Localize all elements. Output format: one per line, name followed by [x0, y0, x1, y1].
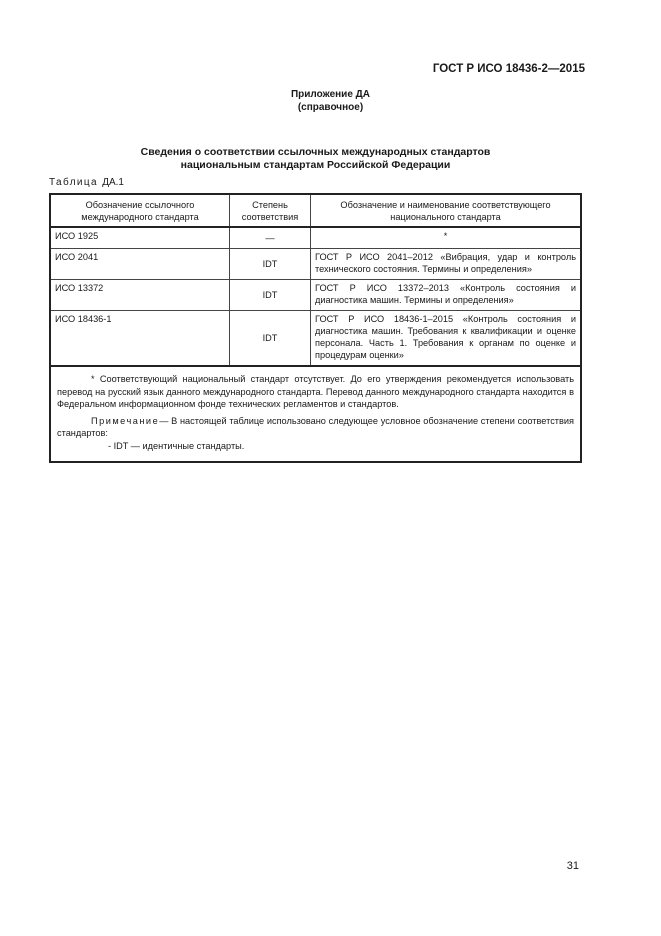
cell-reference: ИСО 18436-1 [50, 311, 230, 367]
column-header-reference: Обозначение ссылочного международного стандарта [50, 194, 230, 227]
section-title-line2: национальным стандартам Российской Федерации [180, 159, 451, 171]
cell-national: ГОСТ Р ИСО 13372–2013 «Контроль состояния и диагностика машин. Термины и определения» [311, 280, 582, 311]
cell-reference: ИСО 2041 [50, 249, 230, 280]
section-title-line1: Сведения о соответствии ссылочных международных стандартов [140, 146, 491, 158]
section-title [0, 146, 631, 172]
table-footer [50, 366, 581, 462]
appendix-subtitle: (справочное) [297, 102, 364, 113]
cell-reference: ИСО 13372 [50, 280, 230, 311]
table-caption-number: ДА.1 [102, 177, 124, 188]
note-text: — В настоящей таблице использовано следующее условное обозначение степени соответствия стандартов: [57, 415, 574, 438]
table-caption [49, 177, 124, 188]
cell-national: * [311, 227, 582, 249]
table-row [50, 280, 581, 311]
cell-degree: IDT [230, 280, 311, 311]
column-header-national: Обозначение и наименование соответствующего национального стандарта [311, 194, 582, 227]
table-row [50, 311, 581, 367]
table-header-row [50, 194, 581, 227]
cell-degree: IDT [230, 249, 311, 280]
appendix-heading [0, 88, 661, 114]
note-list-item: - IDT — идентичные стандарты. [108, 440, 245, 451]
table-note [57, 415, 574, 440]
cell-degree: IDT [230, 311, 311, 367]
correspondence-table [49, 193, 582, 463]
table-row [50, 249, 581, 280]
document-id: ГОСТ Р ИСО 18436-2—2015 [432, 63, 585, 75]
cell-national: ГОСТ Р ИСО 2041–2012 «Вибрация, удар и контроль технического состояния. Термины и определения» [311, 249, 582, 280]
page-number: 31 [566, 860, 579, 872]
cell-reference: ИСО 1925 [50, 227, 230, 249]
cell-degree: — [230, 227, 311, 249]
appendix-title: Приложение ДА [290, 89, 371, 100]
column-header-degree: Степень соответствия [230, 194, 311, 227]
table-footer-row [50, 366, 581, 462]
table-row [50, 227, 581, 249]
table-caption-word: Таблица [49, 177, 99, 188]
footnote-text: * Соответствующий национальный стандарт отсутствует. До его утверждения рекомендуется использовать перевод на русский язык данного международного стандарта. Перевод данного международного стандарта находится в Федеральном информационном фонде технических регламентов и стандартов. [57, 374, 574, 409]
cell-national: ГОСТ Р ИСО 18436-1–2015 «Контроль состояния и диагностика машин. Требования к квалификации и оценке персонала. Часть 1. Требования к органам по оценке и процедурам оценки» [311, 311, 582, 367]
note-label: Примечание [91, 415, 160, 426]
